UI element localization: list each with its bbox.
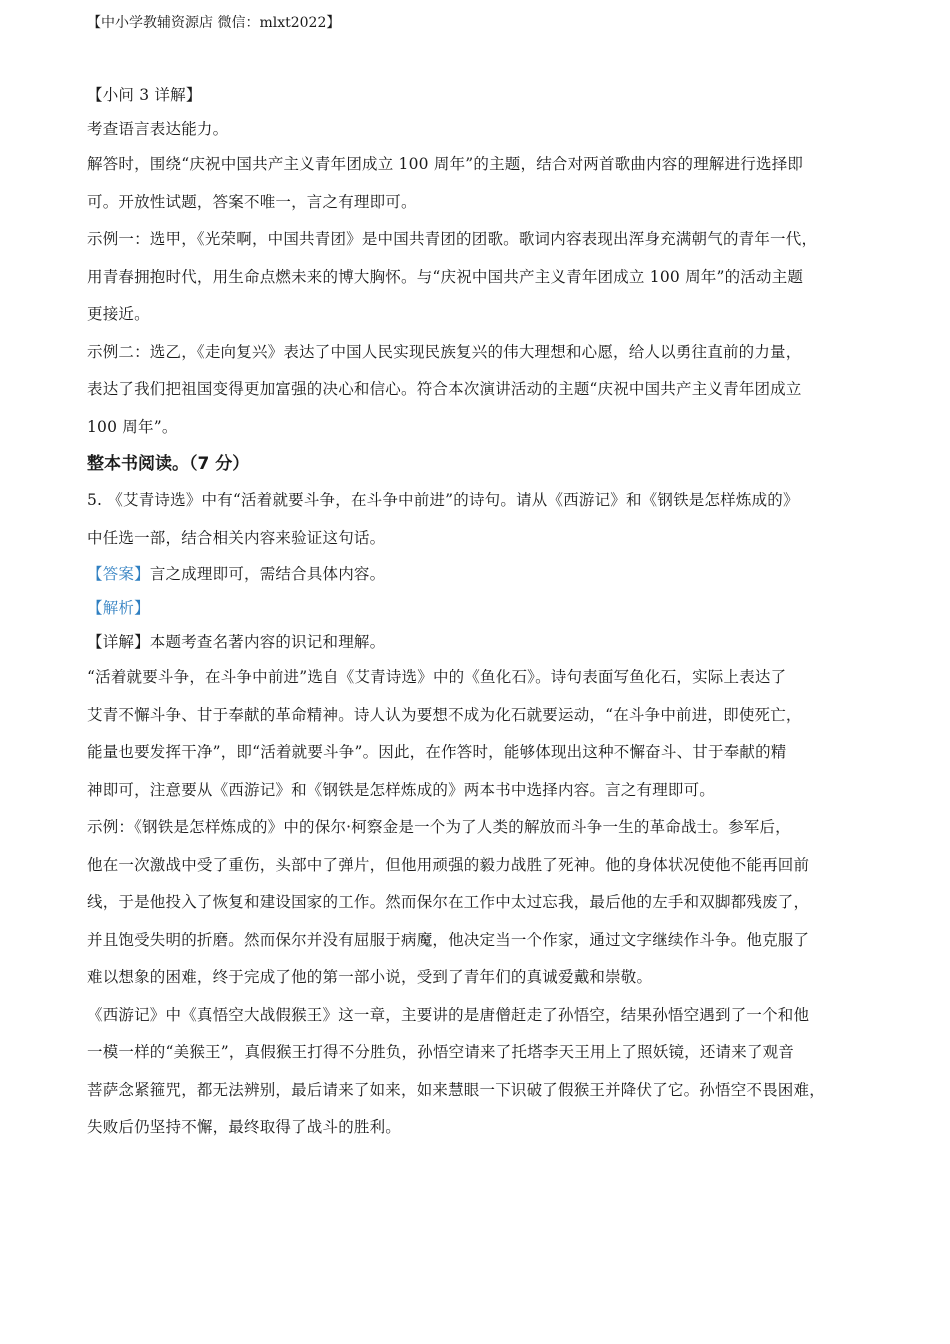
q3-line-3: 可。开放性试题，答案不唯一，言之有理即可。 <box>87 192 417 211</box>
detail-line-14: 失败后仍坚持不懈，最终取得了战斗的胜利。 <box>87 1118 402 1136</box>
answer-tag: 【答案】 <box>87 565 150 583</box>
q3-line-9: 100 周年”。 <box>87 417 178 436</box>
q5-section <box>87 482 867 1147</box>
q3-line-5: 用青春拥抱时代，用生命点燃未来的博大胸怀。与“庆祝中国共产主义青年团成立 100 周年”的活动主题 <box>87 267 804 286</box>
q3-line-6: 更接近。 <box>87 305 150 323</box>
q3-line-2: 解答时，围绕“庆祝中国共产主义青年团成立 100 周年”的主题，结合对两首歌曲内容的理解进行选择即 <box>87 155 804 173</box>
detail-line-1: 【详解】本题考查名著内容的识记和理解。 <box>87 633 386 651</box>
detail-line-2: “活着就要斗争，在斗争中前进”选自《艾青诗选》中的《鱼化石》。诗句表面写鱼化石，实际上表达了 <box>87 668 787 686</box>
q3-label: 【小问 3 详解】 <box>87 86 202 104</box>
detail-line-8: 线，于是他投入了恢复和建设国家的工作。然而保尔在工作中太过忘我，最后他的左手和双脚都残废了， <box>87 893 810 911</box>
document-body <box>87 78 867 1147</box>
q3-line-8: 表达了我们把祖国变得更加富强的决心和信心。符合本次演讲活动的主题“庆祝中国共产主义青年团成立 <box>87 380 802 398</box>
detail-line-5: 神即可，注意要从《西游记》和《钢铁是怎样炼成的》两本书中选择内容。言之有理即可。 <box>87 780 716 799</box>
q5-question-line-1: 5. 《艾青诗选》中有“活着就要斗争，在斗争中前进”的诗句。请从《西游记》和《钢铁是怎样炼成的》 <box>87 491 799 509</box>
q3-line-4: 示例一：选甲，《光荣啊，中国共青团》是中国共青团的团歌。歌词内容表现出浑身充满朝气的青年一代， <box>87 230 818 248</box>
detail-line-12: 一模一样的“美猴王”，真假猴王打得不分胜负，孙悟空请来了托塔李天王用上了照妖镜，还请来了观音 <box>87 1043 795 1061</box>
detail-line-9: 并且饱受失明的折磨。然而保尔并没有屈服于病魔，他决定当一个作家，通过文字继续作斗争。他克服了 <box>87 930 810 949</box>
analysis-tag: 【解析】 <box>87 599 150 617</box>
detail-line-11: 《西游记》中《真悟空大战假猴王》这一章，主要讲的是唐僧赶走了孙悟空，结果孙悟空遇到了一个和他 <box>87 1005 810 1024</box>
detail-line-4: 能量也要发挥干净”，即“活着就要斗争”。因此，在作答时，能够体现出这种不懈奋斗、甘于奉献的精 <box>87 743 787 761</box>
detail-line-7: 他在一次激战中受了重伤，头部中了弹片，但他用顽强的毅力战胜了死神。他的身体状况使他不能再回前 <box>87 855 810 874</box>
q5-analysis-tag <box>87 591 867 625</box>
detail-line-3: 艾青不懈斗争、甘于奉献的革命精神。诗人认为要想不成为化石就要运动，“在斗争中前进，即使死亡， <box>87 705 802 724</box>
header-note: 【中小学教辅资源店 微信：mlxt2022】 <box>87 15 341 31</box>
q3-line-1: 考查语言表达能力。 <box>87 120 229 138</box>
q3-line-7: 示例二：选乙，《走向复兴》表达了中国人民实现民族复兴的伟大理想和心愿，给人以勇往直前的力量， <box>87 342 802 361</box>
detail-line-13: 菩萨念紧箍咒，都无法辨别，最后请来了如来，如来慧眼一下识破了假猴王并降伏了它。孙悟空不畏困难， <box>87 1080 825 1099</box>
q5-answer <box>87 557 867 591</box>
q5-question-line-2: 中任选一部，结合相关内容来验证这句话。 <box>87 528 386 547</box>
section-heading: 整本书阅读。（7 分） <box>87 454 250 474</box>
detail-line-6: 示例：《钢铁是怎样炼成的》中的保尔·柯察金是一个为了人类的解放而斗争一生的革命战士。参军后， <box>87 818 791 836</box>
q3-section <box>87 78 867 446</box>
answer-text: 言之成理即可，需结合具体内容。 <box>149 565 386 583</box>
detail-line-10: 难以想象的困难，终于完成了他的第一部小说，受到了青年们的真诚爱戴和崇敬。 <box>87 968 653 986</box>
